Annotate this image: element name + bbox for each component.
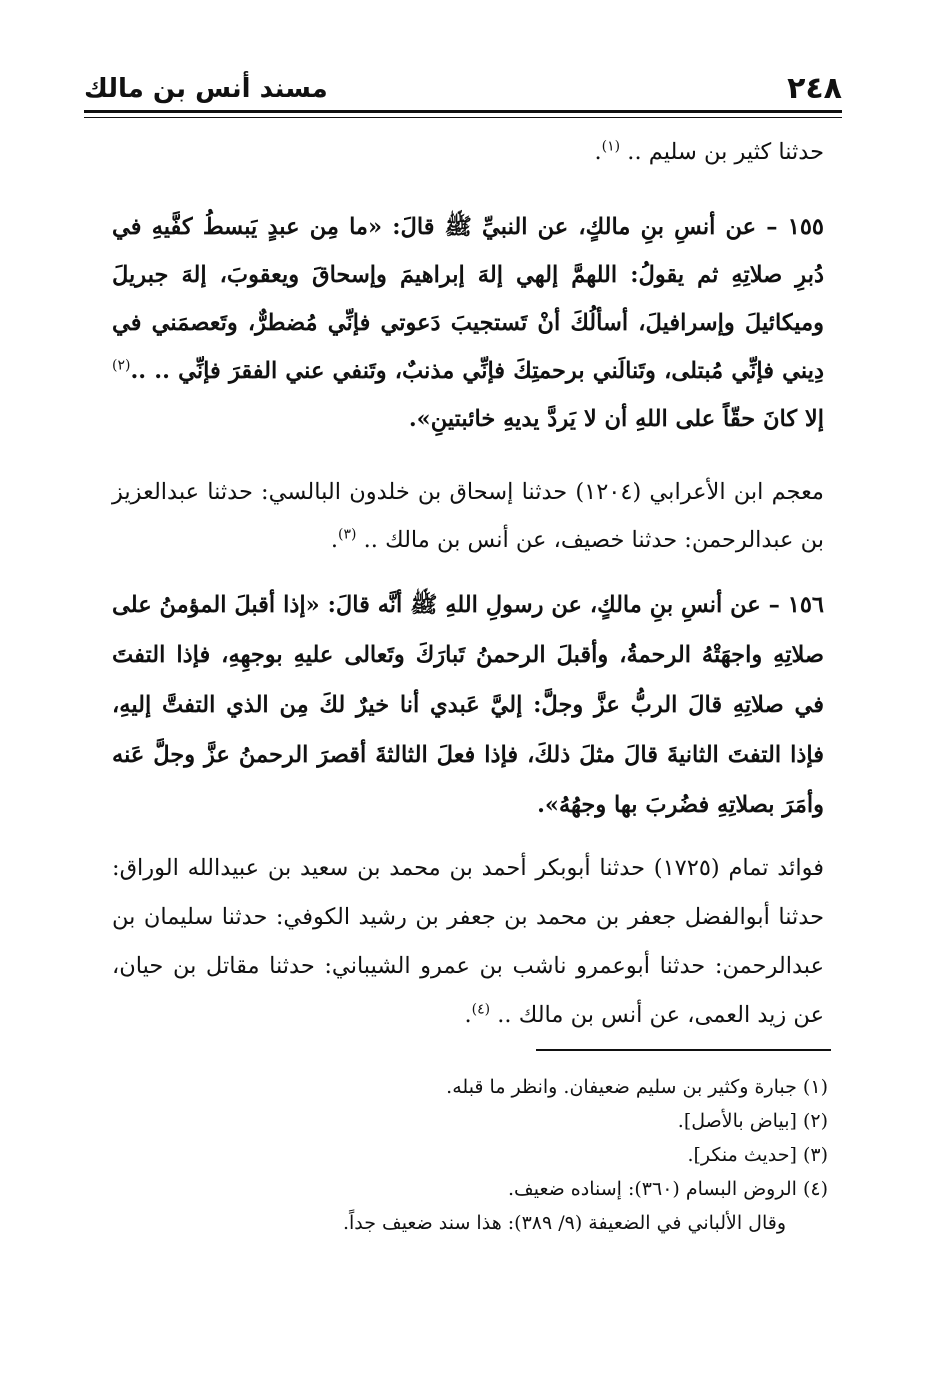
source-155 bbox=[112, 468, 824, 564]
footnote-2: (٢) [بياض بالأصل]. bbox=[677, 1110, 828, 1132]
source-155-text: معجم ابن الأعرابي (١٢٠٤) حدثنا إسحاق بن خلدون البالسي: حدثنا عبدالعزيز بن عبدالرحمن: حدثنا خصيف، عن أنس بن مالك .. bbox=[112, 479, 824, 553]
intro-text: حدثنا كثير بن سليم .. bbox=[620, 139, 824, 165]
source-156-text: فوائد تمام (١٧٢٥) حدثنا أبوبكر أحمد بن محمد بن سعيد بن عبيدالله الوراق: حدثنا أبوالفضل جعفر بن محمد بن جعفر بن رشيد الكوفي: حدثنا سليمان بن عبدالرحمن: حدثنا أبوعمرو ناشب بن عمرو الشيباني: حدثنا مقاتل بن حيان، عن زيد العمى، عن أنس بن مالك .. bbox=[112, 855, 824, 1028]
footnote-1: (١) جبارة وكثير بن سليم ضعيفان. وانظر ما قبله. bbox=[446, 1076, 828, 1098]
footnote-4: (٤) الروض البسام (٣٦٠): إسناده ضعيف. bbox=[508, 1178, 828, 1200]
source-156 bbox=[112, 844, 824, 1040]
footnote-4-continuation: وقال الألباني في الضعيفة (٩/ ٣٨٩): هذا سند ضعيف جداً. bbox=[342, 1212, 786, 1234]
source-155-end: . bbox=[330, 527, 339, 553]
source-156-end: . bbox=[464, 1002, 472, 1028]
footnote-ref-2[interactable]: (٢) bbox=[112, 357, 131, 374]
running-title: مسند أنس بن مالك bbox=[84, 74, 328, 104]
hadith-155-text: ١٥٥ – عن أنسِ بنِ مالكٍ، عن النبيِّ ﷺ قالَ: «ما مِن عبدٍ يَبسطُ كفَّيهِ في دُبرِ صلاتِهِ ثم يقولُ: اللهمَّ إلهي إلهَ إبراهيمَ وإسحاقَ ويعقوبَ، إلهَ جبريلَ وميكائيلَ وإسرافيلَ، أسألُكَ أنْ تَستجيبَ دَعوتي فإنِّي مُضطرٌّ، وتَعصمَني في دِيني فإنِّي مُبتلى، وتَنالَني برحمتِكَ فإنِّي مذنبٌ، وتَنفي عني الفقرَ فإنِّي .. .. bbox=[112, 214, 824, 384]
hadith-156-text: ١٥٦ – عن أنسِ بنِ مالكٍ، عن رسولِ اللهِ ﷺ أنَّه قالَ: «إذا أقبلَ المؤمنُ على صلاتِهِ واجهَتْهُ الرحمةُ، وأقبلَ الرحمنُ تَبارَكَ وتَعالى عليهِ بوجهِهِ، فإذا التفتَ في صلاتِهِ قالَ الربُّ عزَّ وجلَّ: إليَّ عَبدي أنا خيرٌ لكَ مِن الذي التفتَّ إليهِ، فإذا التفتَ الثانيةَ قالَ مثلَ ذلكَ، فإذا فعلَ الثالثةَ أقصرَ الرحمنُ عزَّ وجلَّ عَنه وأمَرَ بصلاتِهِ فضُربَ بها وجهُهُ». bbox=[112, 592, 824, 818]
footnote-3: (٣) [حديث منكر]. bbox=[687, 1144, 828, 1166]
hadith-155 bbox=[112, 203, 824, 443]
header-rule-thick bbox=[84, 110, 842, 113]
intro-line bbox=[112, 128, 824, 176]
page-number: ٢٤٨ bbox=[787, 71, 842, 106]
intro-end: . bbox=[594, 139, 602, 165]
hadith-155-end: إلا كانَ حقّاً على اللهِ أن لا يَردَّ يديهِ خائبتينِ». bbox=[408, 406, 824, 432]
footnotes bbox=[112, 1070, 828, 1240]
footnote-ref-3[interactable]: (٣) bbox=[338, 526, 357, 543]
hadith-156 bbox=[112, 580, 824, 830]
footnote-ref-4[interactable]: (٤) bbox=[471, 1001, 491, 1018]
page-header bbox=[84, 72, 842, 106]
footnote-ref-1[interactable]: (١) bbox=[601, 138, 621, 155]
footnote-separator bbox=[536, 1049, 831, 1051]
header-rule-thin bbox=[84, 117, 842, 118]
